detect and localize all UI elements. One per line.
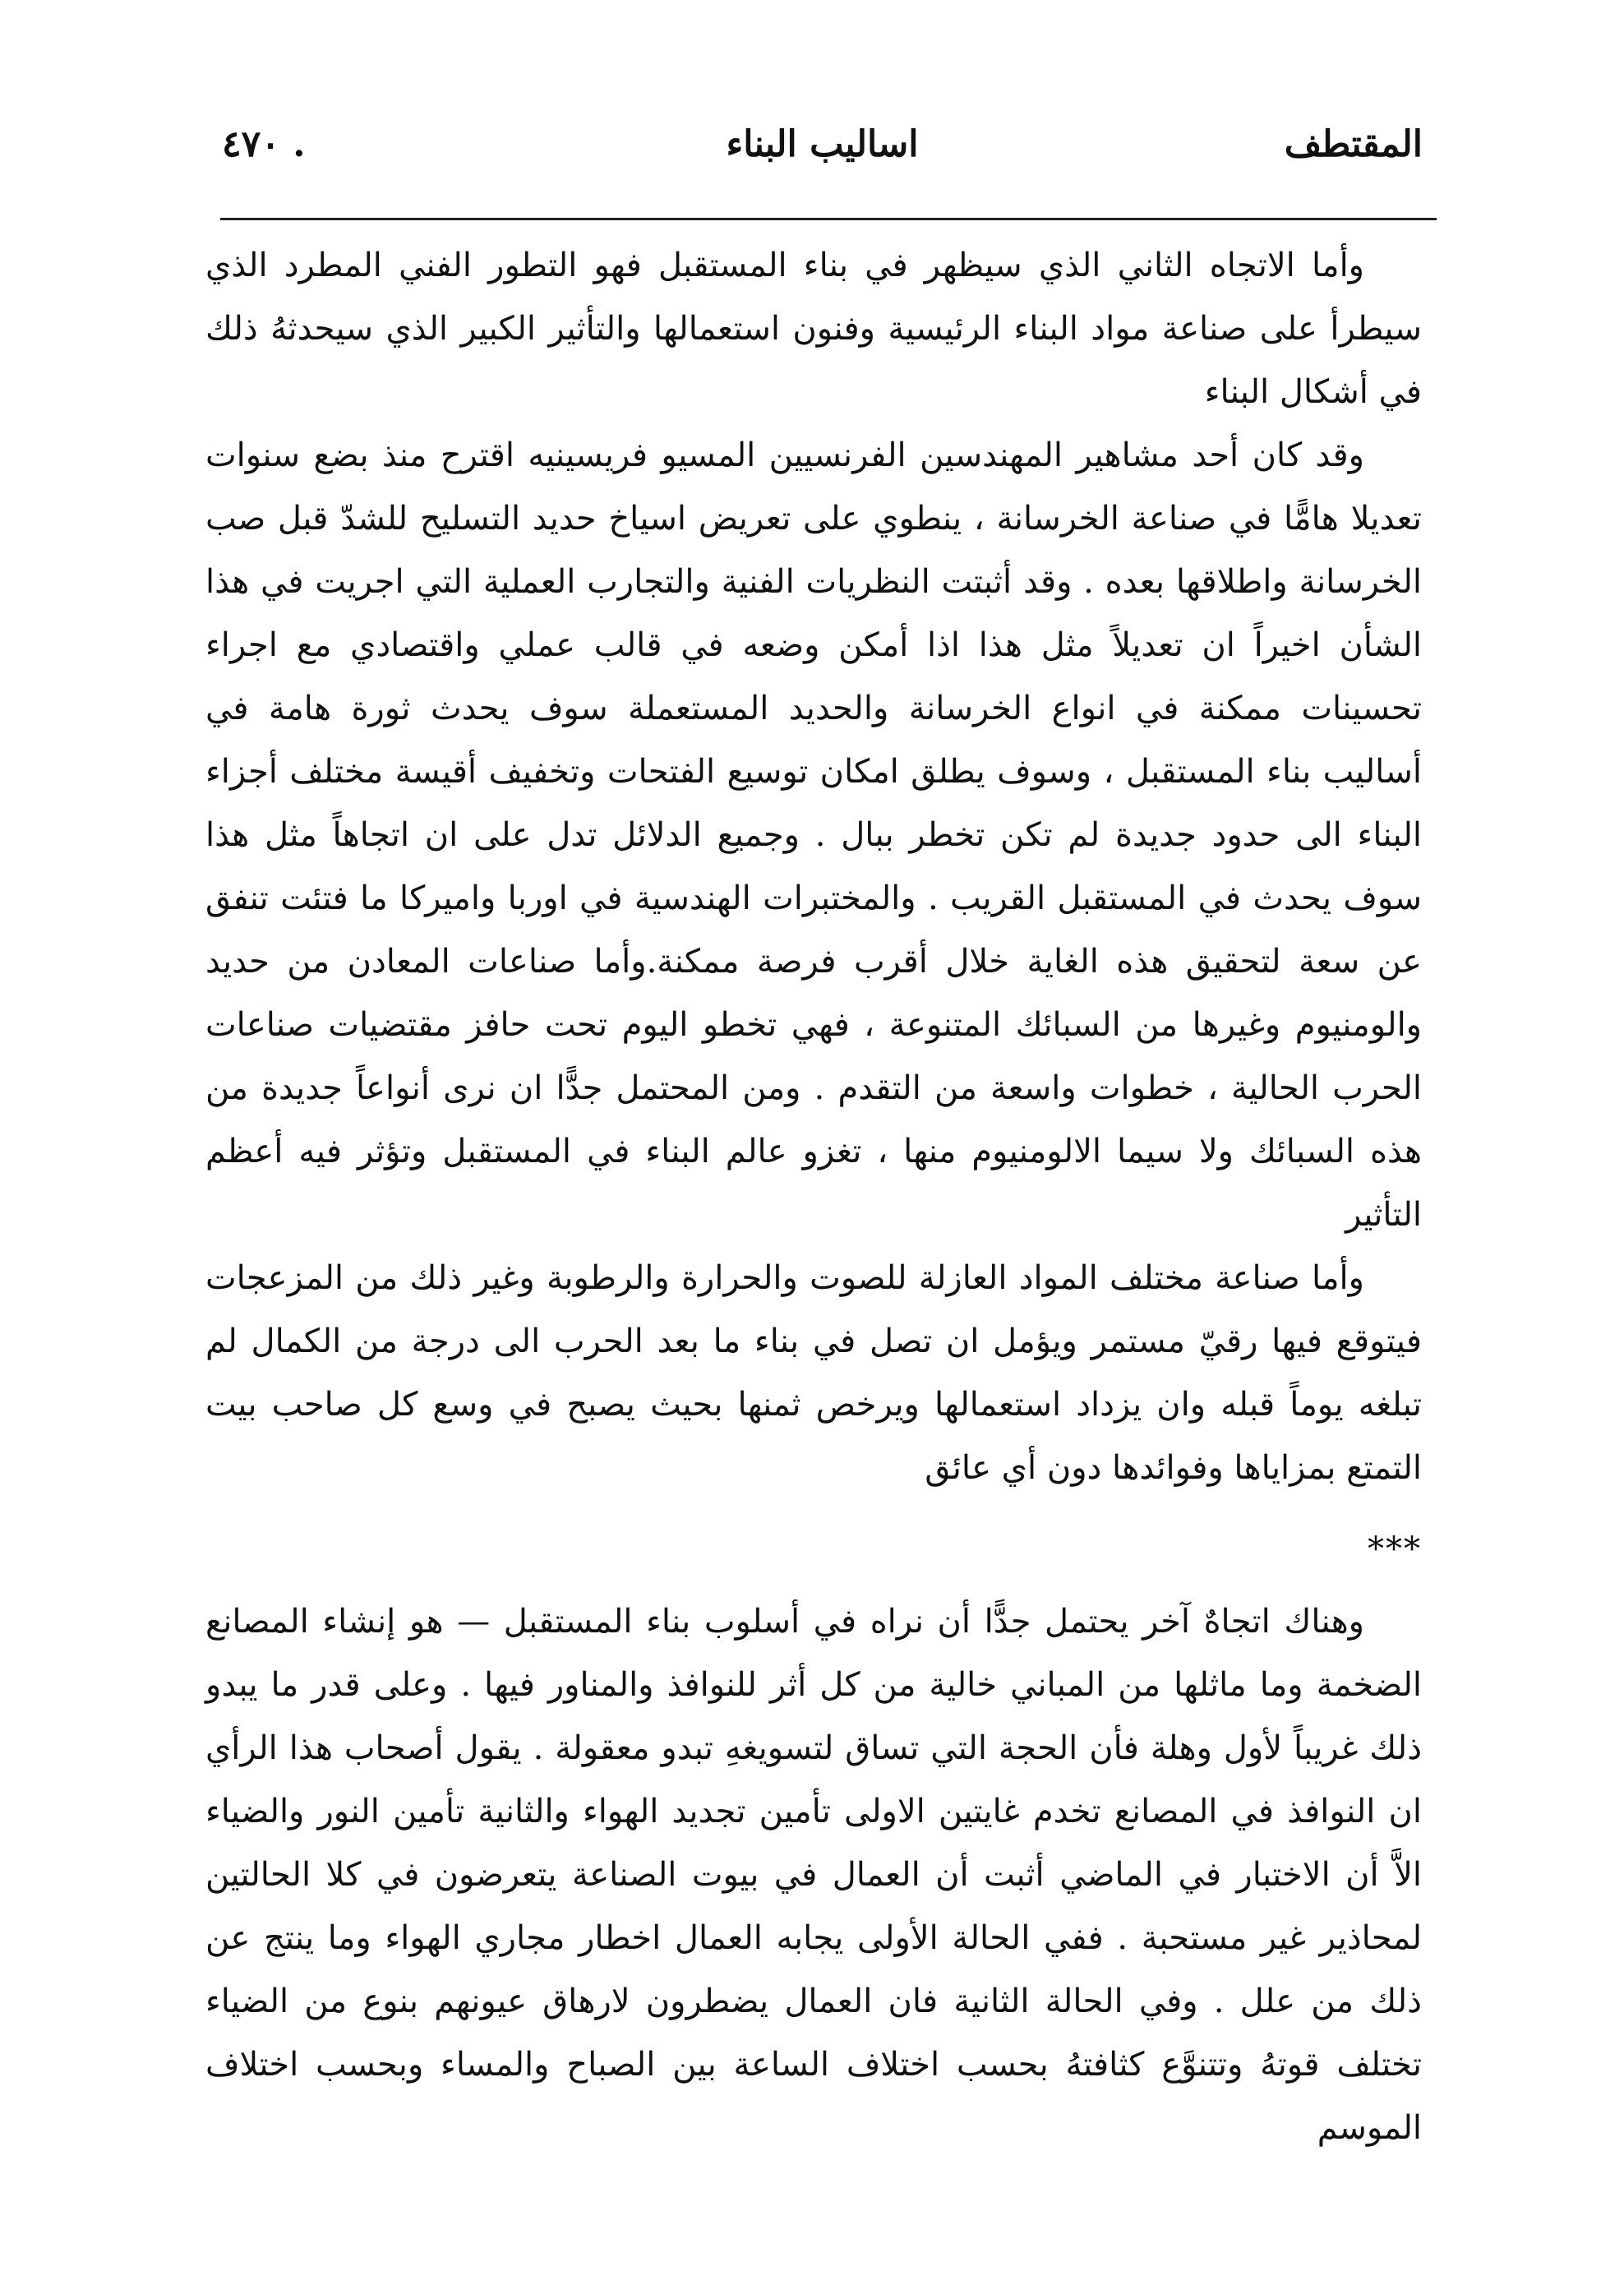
article-body <box>205 234 1422 2160</box>
paragraph-3: وأما صناعة مختلف المواد العازلة للصوت والحرارة والرطوبة وغير ذلك من المزعجات فيتوقع فيها رقيّ مستمر ويؤمل ان تصل في بناء ما بعد الحرب الى درجة من الكمال لم تبلغه يوماً قبله وان يزداد استعمالها ويرخص ثمنها بحيث يصبح في وسع كل صاحب بيت التمتع بمزاياها وفوائدها دون أي عائق <box>205 1259 1422 1487</box>
paragraph-1: وأما الاتجاه الثاني الذي سيظهر في بناء المستقبل فهو التطور الفني المطرد الذي سيطرأ على صناعة مواد البناء الرئيسية وفنون استعمالها والتأثير الكبير الذي سيحدثهُ ذلك في أشكال البناء <box>205 247 1422 411</box>
paragraph-4: وهناك اتجاهٌ آخر يحتمل جدًّا أن نراه في أسلوب بناء المستقبل — هو إنشاء المصانع الضخمة وما ماثلها من المباني خالية من كل أثر للنوافذ والمناور فيها . وعلى قدر ما يبدو ذلك غريباً لأول وهلة فأن الحجة التي تساق لتسويغهِ تبدو معقولة . يقول أصحاب هذا الرأي ان النوافذ في المصانع تخدم غايتين الاولى تأمين تجديد الهواء والثانية تأمين النور والضياء الاَّ أن الاختبار في الماضي أثبت أن العمال في بيوت الصناعة يتعرضون في كلا الحالتين لمحاذير غير مستحبة . ففي الحالة الأولى يجابه العمال اخطار مجاري الهواء وما ينتج عن ذلك من علل . وفي الحالة الثانية فان العمال يضطرون لارهاق عيونهم بنوع من الضياء تختلف قوتهُ وتتنوَّع كثافتهُ بحسب اختلاف الساعة بين الصباح والمساء وبحسب اختلاف الموسم <box>205 1603 1422 2147</box>
header-rule <box>220 218 1437 220</box>
page-number: ٤٧٠ . <box>222 123 306 165</box>
section-separator: *** <box>1368 1530 1422 1568</box>
running-title: اساليب البناء <box>726 123 919 165</box>
paragraph-2: وقد كان أحد مشاهير المهندسين الفرنسيين المسيو فريسينيه اقترح منذ بضع سنوات تعديلا هامًّا في صناعة الخرسانة ، ينطوي على تعريض اسياخ حديد التسليح للشدّ قبل صب الخرسانة واطلاقها بعده . وقد أثبتت النظريات الفنية والتجارب العملية التي اجريت في هذا الشأن اخيراً ان تعديلاً مثل هذا اذا أمكن وضعه في قالب عملي واقتصادي مع اجراء تحسينات ممكنة في انواع الخرسانة والحديد المستعملة سوف يحدث ثورة هامة في أساليب بناء المستقبل ، وسوف يطلق امكان توسيع الفتحات وتخفيف أقيسة مختلف أجزاء البناء الى حدود جديدة لم تكن تخطر ببال . وجميع الدلائل تدل على ان اتجاهاً مثل هذا سوف يحدث في المستقبل القريب . والمختبرات الهندسية في اوربا واميركا ما فتئت تنفق عن سعة لتحقيق هذه الغاية خلال أقرب فرصة ممكنة.وأما صناعات المعادن من حديد والومنيوم وغيرها من السبائك المتنوعة ، فهي تخطو اليوم تحت حافز مقتضيات صناعات الحرب الحالية ، خطوات واسعة من التقدم . ومن المحتمل جدًّا ان نرى أنواعاً جديدة من هذه السبائك ولا سيما الالومنيوم منها ، تغزو عالم البناء في المستقبل وتؤثر فيه أعظم التأثير <box>205 436 1423 1234</box>
page-header <box>222 123 1423 197</box>
journal-name: المقتطف <box>1284 123 1423 165</box>
